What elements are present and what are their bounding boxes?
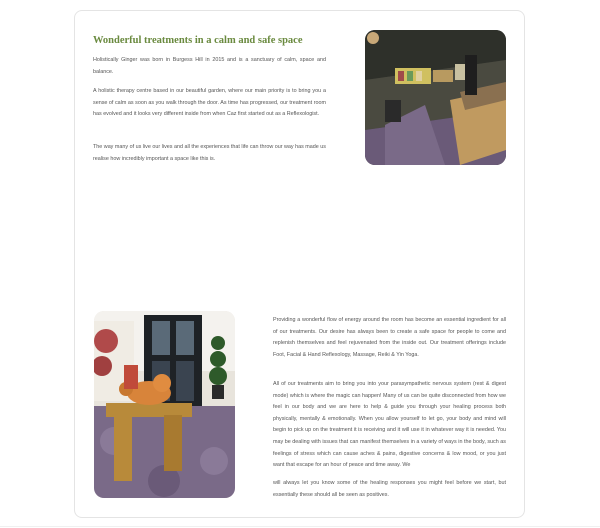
treatment-room-photo [365,30,506,165]
treatments-paragraph-3: will always let you know some of the healing responses you might feel before we start, but essentially these should all be seen as positives. [273,480,506,498]
intro-paragraph-1: Holistically Ginger was born in Burgess Hill in 2015 and is a sanctuary of calm, space and balance. [93,57,326,75]
page-bottom-divider [0,526,600,527]
intro-paragraph-2: A holistic therapy centre based in our beautiful garden, where our main priority is to bring you a sense of calm as soon as you walk through the door. As time has progressed, our treatment room has evolved and it looks very different inside from when Caz first started out as a Reflexologist. [93,88,326,118]
garden-cat-photo [94,311,235,498]
intro-paragraph-3: The way many of us live our lives and all the experiences that life can throw our way has made us realise how incredibly important a space like this is. [93,144,326,162]
section-title: Wonderful treatments in a calm and safe space [93,35,303,46]
treatments-paragraph-2: All of our treatments aim to bring you into your parasympathetic nervous system (rest & digest mode) which is where the magic can happen! Many of us can be quite disconnected from how we feel in our body and we are here to help & guide you through your healing process both physically, mentally & emotionally. When you allow yourself to let go, your body and mind will begin to pick up on the treatment it is receiving and it will use it in whatever way it is needed. You may be dealing with issues that can manifest themselves in a variety of ways in the body, such as feelings of stress which can cause aches & pains, digestive concerns & low mood, or you just want that escape for an hour of peace and time away. We [273,381,506,469]
treatments-paragraph-1: Providing a wonderful flow of energy around the room has become an essential ingredient for all of our treatments. Our desire has always been to create a safe space for people to come and replenish themselves and feel rejuvenated from the inside out. Our treatment offerings include Foot, Facial & Hand Reflexology, Massage, Reiki & Yin Yoga. [273,317,506,358]
